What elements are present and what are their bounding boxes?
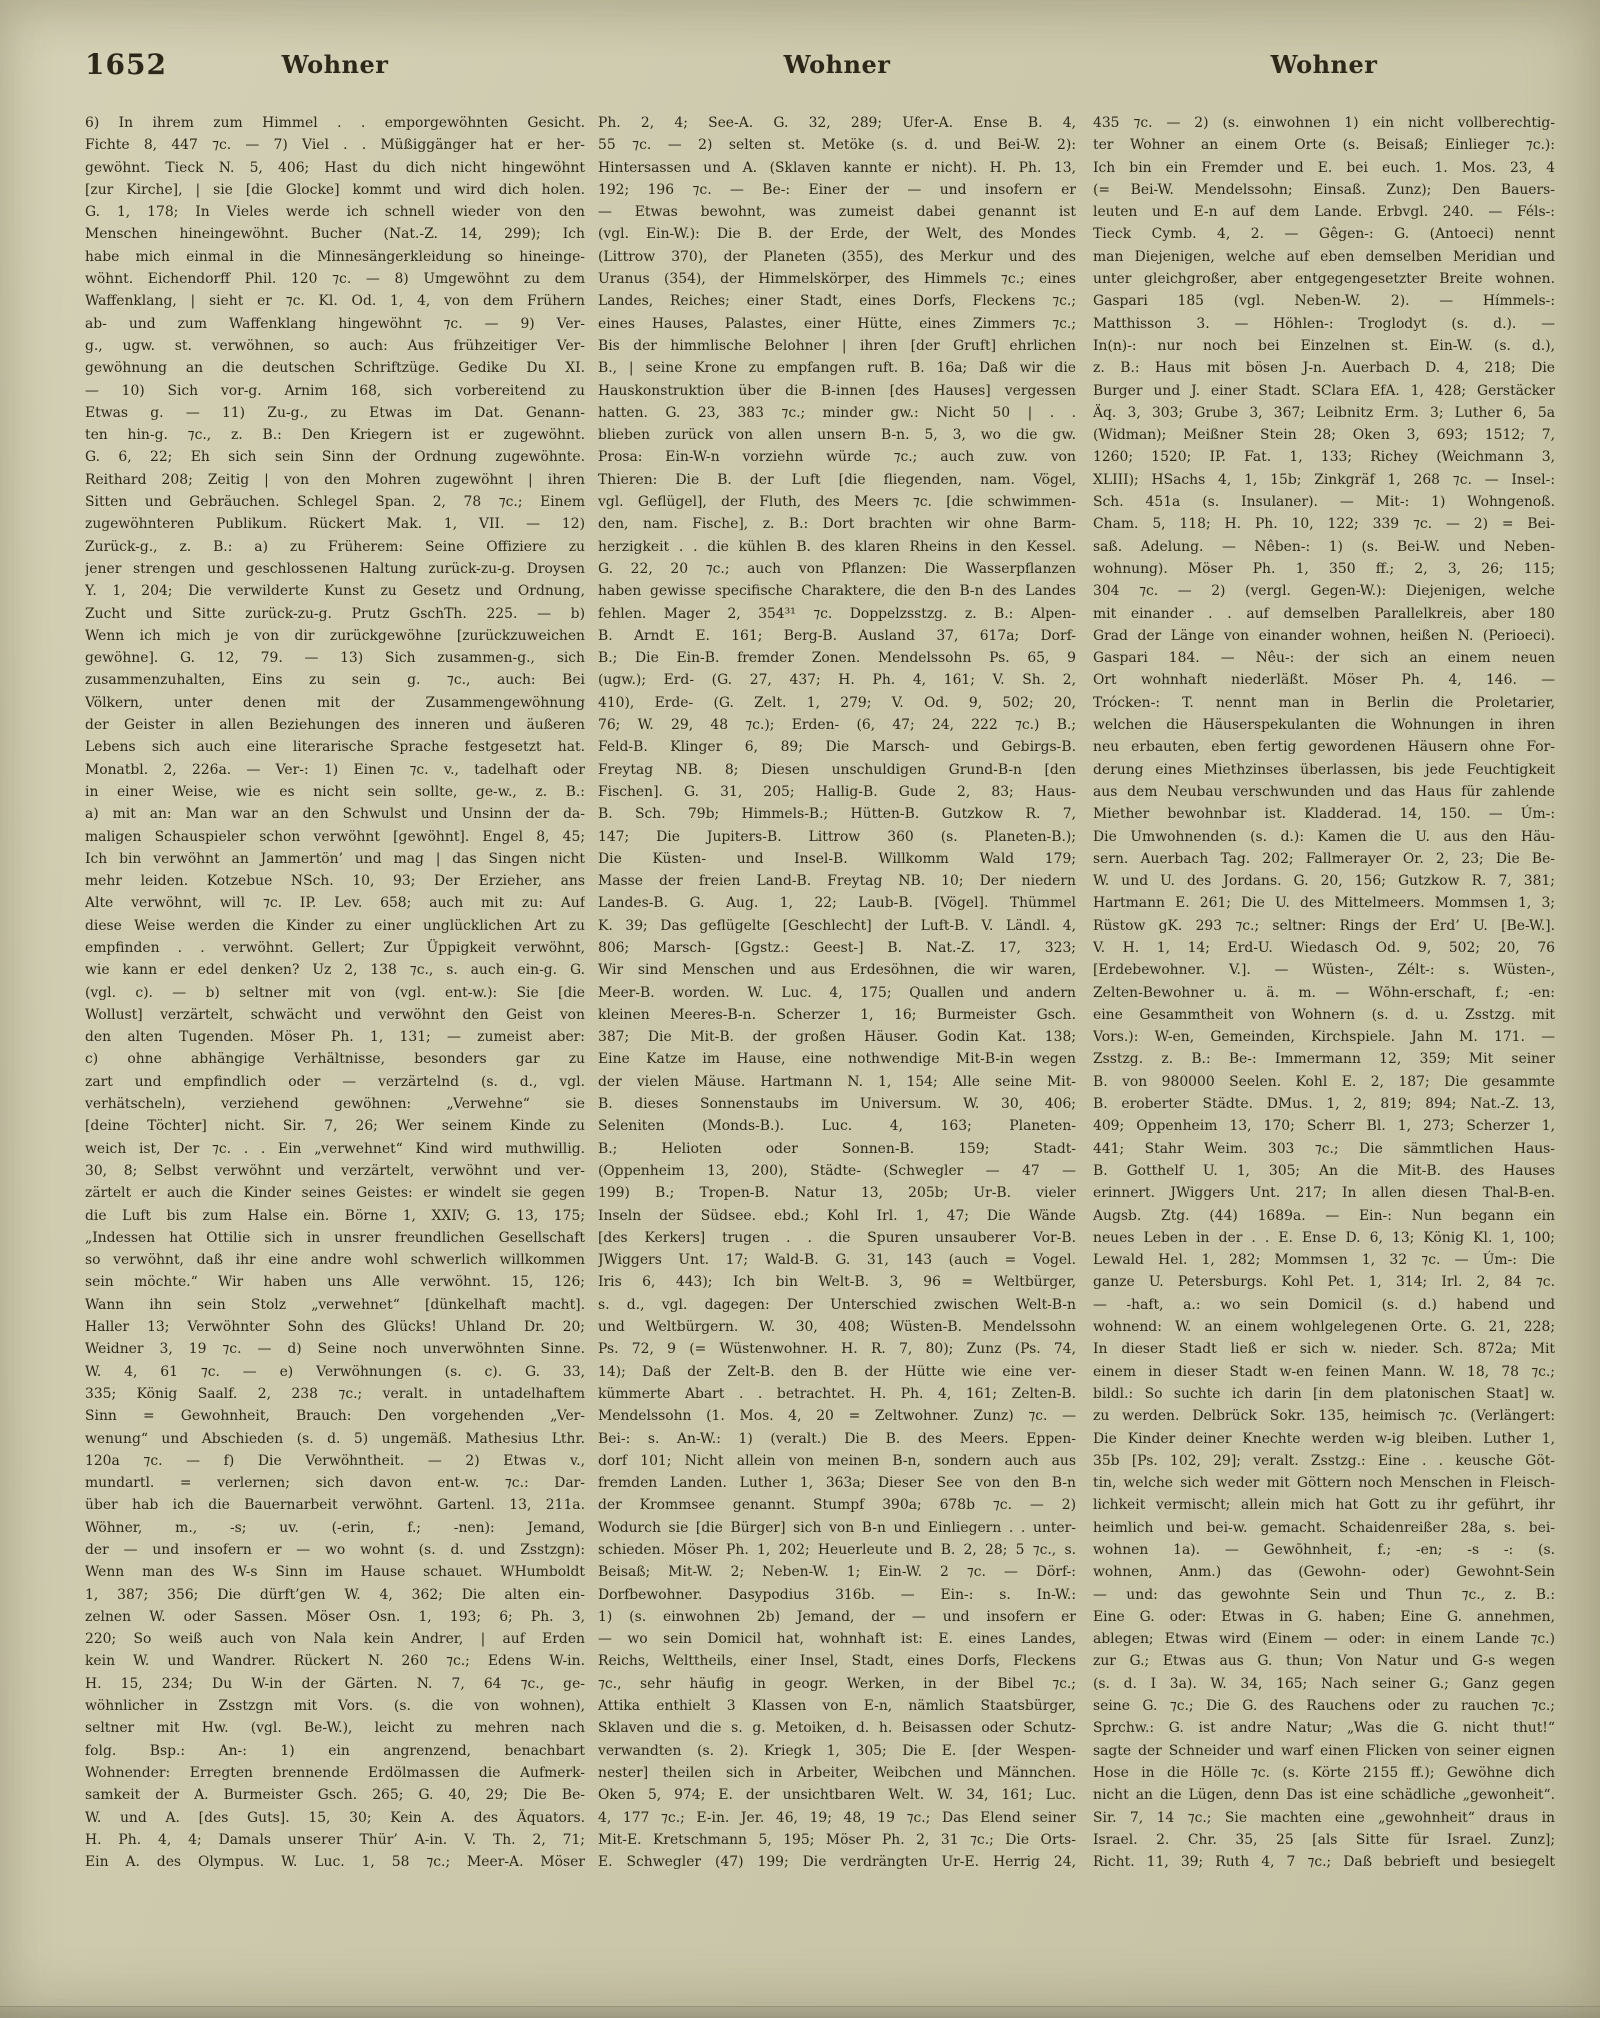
text-line: fehlen. Mager 2, 354³¹ ⁊c. Doppelzsstzg. z. B.: Alpen- (598, 605, 1076, 622)
text-line: zur G.; Etwas aus G. thun; Von Natur und G-s wegen (1093, 1653, 1555, 1670)
text-line: — -haft, a.: wo sein Domicil (s. d.) habend und (1093, 1296, 1555, 1313)
text-line: 35b [Ps. 102, 29]; veralt. Zsstzg.: Eine . . keusche Göt- (1093, 1452, 1555, 1469)
text-line: Die Kinder deiner Knechte werden w-ig bleiben. Luther 1, (1093, 1430, 1555, 1447)
text-line: g., ugw. st. verwöhnen, so auch: Aus frühzeitiger Ver- (85, 337, 585, 354)
page-number: 1652 (85, 48, 167, 81)
text-line: haben gewisse specifische Charaktere, die den B-n des Landes (598, 583, 1076, 600)
text-line: (Oppenheim 13, 200), Städte- (Schwegler — 47 — (598, 1162, 1076, 1179)
text-line: eine Gesammtheit von Wohnern (s. d. u. Zsstzg. mit (1093, 1006, 1555, 1023)
text-line: Zurück-g., z. B.: a) zu Früherem: Seine Offiziere zu (85, 538, 585, 555)
text-line: — 10) Sich vor-g. Arnim 168, sich vorbereitend zu (85, 382, 585, 399)
text-line: Burger und J. einer Stadt. SClara EfA. 1, 428; Gerstäcker (1093, 382, 1555, 399)
text-line: Ph. 2, 4; See-A. G. 32, 289; Ufer-A. Ense B. 4, (598, 115, 1076, 131)
text-line: [deine Töchter] nicht. Sir. 7, 26; Wer seinem Kinde zu (85, 1118, 585, 1135)
text-line: 199) B.; Tropen-B. Natur 13, 205b; Ur-B. vieler (598, 1185, 1076, 1202)
text-line: wöhnlicher in Zsstzgn mit Vors. (s. die von wohnen), (85, 1698, 585, 1715)
text-line: Hose in die Hölle ⁊c. (s. Körte 2155 ff.); Gewöhne dich (1093, 1764, 1555, 1781)
text-line: derung eines Miethzinses überlassen, bis jede Feuchtigkeit (1093, 761, 1555, 778)
text-line: B.; Helioten oder Sonnen-B. 159; Stadt- (598, 1140, 1076, 1157)
text-line: wie kann er edel denken? Uz 2, 138 ⁊c., s. auch ein-g. G. (85, 962, 585, 979)
text-line: lichkeit vermischt; allein mich hat Gott zu ihr geführt, ihr (1093, 1497, 1555, 1514)
text-line: Uranus (354), der Himmelskörper, des Himmels ⁊c.; eines (598, 271, 1076, 288)
text-line: aus dem Neubau verschwunden und das Haus für zahlende (1093, 783, 1555, 800)
text-line: so verwöhnt, daß ihr eine andre wohl schwerlich willkommen (85, 1252, 585, 1269)
text-line: Thieren: Die B. der Luft [die fliegenden, nam. Vögel, (598, 471, 1076, 488)
text-line: Die Küsten- und Insel-B. Willkomm Wald 179; (598, 850, 1076, 867)
text-line: Zsstzg. z. B.: Be-: Immermann 12, 359; Mit seiner (1093, 1051, 1555, 1068)
text-line: 120a ⁊c. — f) Die Verwöhntheit. — 2) Etwas v., (85, 1452, 585, 1469)
text-line: 409; Oppenheim 13, 170; Scherr Bl. 1, 273; Scherzer 1, (1093, 1118, 1555, 1135)
text-line: Menschen hineingewöhnt. Bucher (Nat.-Z. 14, 299); Ich (85, 226, 585, 243)
text-line: Wöhner, m., -s; uv. (-erin, f.; -nen): Jemand, (85, 1519, 585, 1536)
text-line: 30, 8; Selbst verwöhnt und verzärtelt, verwöhnt und ver- (85, 1162, 585, 1179)
text-line: B. von 980000 Seelen. Kohl E. 2, 187; Die gesammte (1093, 1073, 1555, 1090)
text-line: eines Hauses, Palastes, einer Hütte, eines Zimmers ⁊c.; (598, 315, 1076, 332)
text-line: 14); Daß der Zelt-B. den B. der Hütte wie eine ver- (598, 1363, 1076, 1380)
text-line: 192; 196 ⁊c. — Be-: Einer der — und insofern er (598, 181, 1076, 198)
text-line: Hintersassen und A. (Sklaven kannte er nicht). H. Ph. 13, (598, 159, 1076, 176)
text-line: K. 39; Das geflügelte [Geschlecht] der Luft-B. V. Ländl. 4, (598, 917, 1076, 934)
text-line: Augsb. Ztg. (44) 1689a. — Ein-: Nun begann ein (1093, 1207, 1555, 1224)
text-line: Sitten und Gebräuchen. Schlegel Span. 2, 78 ⁊c.; Einem (85, 494, 585, 511)
text-line: herzigkeit . . die kühlen B. des klaren Rheins in den Kessel. (598, 538, 1076, 555)
text-line: erinnert. JWiggers Unt. 217; In allen diesen Thal-B-en. (1093, 1185, 1555, 1202)
text-line: [Erdebewohner. V.]. — Wüsten-, Zélt-: s. Wüsten-, (1093, 962, 1555, 979)
text-line: folg. Bsp.: An-: 1) ein angrenzend, benachbart (85, 1742, 585, 1759)
text-line: Beisaß; Mit-W. 2; Neben-W. 1; Ein-W. 2 ⁊c. — Dörf-: (598, 1564, 1076, 1581)
text-line: zu werden. Delbrück Sokr. 135, heimisch ⁊c. (Verlängert: (1093, 1408, 1555, 1425)
text-line: Mendelssohn (1. Mos. 4, 20 = Zeltwohner. Zunz) ⁊c. — (598, 1408, 1076, 1425)
text-line: 387; Die Mit-B. der großen Häuser. Godin Kat. 138; (598, 1029, 1076, 1046)
text-line: und Weltbürgern. W. 30, 408; Wüsten-B. Mendelssohn (598, 1319, 1076, 1336)
text-line: einem in dieser Stadt w-en feinen Mann. W. 18, 78 ⁊c.; (1093, 1363, 1555, 1380)
text-line: zugewöhnteren Publikum. Rückert Mak. 1, VII. — 12) (85, 516, 585, 533)
text-line: diese Weise werden die Kinder zu einer unglücklichen Art zu (85, 917, 585, 934)
text-line: den alten Tugenden. Möser Ph. 1, 131; — zumeist aber: (85, 1029, 585, 1046)
text-line: (Littrow 370), der Planeten (355), des Merkur und des (598, 248, 1076, 265)
text-line: über hab ich die Bauernarbeit verwöhnt. Gartenl. 13, 211a. (85, 1497, 585, 1514)
text-line: Hauskonstruktion über die B-innen [des Hauses] vergessen (598, 382, 1076, 399)
text-line: in einer Weise, wie es nicht sein sollte, ge-w., z. B.: (85, 783, 585, 800)
text-column-2 (598, 112, 1076, 1873)
text-line: JWiggers Unt. 17; Wald-B. G. 31, 143 (auch = Vogel. (598, 1252, 1076, 1269)
text-line: mundartl. = verlernen; sich davon ent-w. ⁊c.: Dar- (85, 1475, 585, 1492)
text-line: Miether bewohnbar ist. Kladderad. 14, 150. — Úm-: (1093, 806, 1555, 823)
text-line: Reichs, Welttheils, einer Insel, Stadt, eines Dorfs, Fleckens (598, 1653, 1076, 1670)
text-line: bildl.: So suchte ich darin [in dem platonischen Staat] w. (1093, 1385, 1555, 1402)
text-line: Sch. 451a (s. Insulaner). — Mit-: 1) Wohngenoß. (1093, 494, 1555, 511)
text-line: Vors.): W-en, Gemeinden, Kirchspiele. Jahn M. 171. — (1093, 1029, 1555, 1046)
text-line: Ps. 72, 9 (= Wüstenwohner. H. R. 7, 80); Zunz (Ps. 74, (598, 1341, 1076, 1358)
text-line: der Geister in allen Beziehungen des inneren und äußeren (85, 717, 585, 734)
page-bottom-edge (0, 2006, 1600, 2018)
text-line: W. und U. des Jordans. G. 20, 156; Gutzkow R. 7, 381; (1093, 873, 1555, 890)
text-line: Wenn man des W-s Sinn im Hause schauet. WHumboldt (85, 1564, 585, 1581)
text-line: 435 ⁊c. — 2) (s. einwohnen 1) ein nicht vollberechtig- (1093, 115, 1555, 131)
text-line: Cham. 5, 118; H. Ph. 10, 122; 339 ⁊c. — 2) = Bei- (1093, 516, 1555, 533)
text-line: habe mich einmal in die Minnesängerkleidung so hineinge- (85, 248, 585, 265)
text-line: 304 ⁊c. — 2) (vergl. Gegen-W.): Diejenigen, welche (1093, 583, 1555, 600)
text-line: Oken 5, 974; E. der unsichtbaren Welt. W. 34, 161; Luc. (598, 1787, 1076, 1804)
text-line: s. d., vgl. dagegen: Der Unterschied zwischen Welt-B-n (598, 1296, 1076, 1313)
text-line: Waffenklang, | sieht er ⁊c. Kl. Od. 1, 4, von dem Frühern (85, 293, 585, 310)
text-line: heimlich und bei-w. gemacht. Schaidenreißer 28a, s. bei- (1093, 1519, 1555, 1536)
text-line: dorf 101; Nicht allein von meinen B-n, sondern auch aus (598, 1452, 1076, 1469)
text-line: jener strengen und geschlossenen Haltung zurück-zu-g. Droysen (85, 560, 585, 577)
text-line: ⁊c., sehr häufig in geogr. Werken, in der Bibel ⁊c.; (598, 1675, 1076, 1692)
text-line: der vielen Mäuse. Hartmann N. 1, 154; Alle seine Mit- (598, 1073, 1076, 1090)
text-line: B. Sch. 79b; Himmels-B.; Hütten-B. Gutzkow R. 7, (598, 806, 1076, 823)
text-line: Fichte 8, 447 ⁊c. — 7) Viel . . Müßiggänger hat er her- (85, 137, 585, 154)
text-line: Gaspari 184. — Nêu-: der sich an einem neuen (1093, 650, 1555, 667)
text-line: seltner mit Hw. (vgl. Be-W.), leicht zu mehren nach (85, 1720, 585, 1737)
text-line: der Krommsee genannt. Stumpf 390a; 678b ⁊c. — 2) (598, 1497, 1076, 1514)
text-line: kleinen Meeres-B-n. Scherzer 1, 16; Burmeister Gsch. (598, 1006, 1076, 1023)
text-line: Landes-B. G. Aug. 1, 22; Laub-B. [Vögel]. Thümmel (598, 895, 1076, 912)
text-line: saß. Adelung. — Nêben-: 1) (s. Bei-W. und Neben- (1093, 538, 1555, 555)
text-line: 1, 387; 356; Die dürft’gen W. 4, 362; Die alten ein- (85, 1586, 585, 1603)
text-line: Monatbl. 2, 226a. — Ver-: 1) Einen ⁊c. v., tadelhaft oder (85, 761, 585, 778)
text-line: verwandten (s. 2). Kriegk 1, 305; Die E. [der Wespen- (598, 1742, 1076, 1759)
text-line: Haller 13; Verwöhnter Sohn des Glücks! Uhland Dr. 20; (85, 1319, 585, 1336)
text-line: — wo sein Domicil hat, wohnhaft ist: E. eines Landes, (598, 1631, 1076, 1648)
text-line: verhätscheln), verziehend gewöhnen: „Verwehne“ sie (85, 1096, 585, 1113)
text-line: 76; W. 29, 48 ⁊c.); Erden- (6, 47; 24, 222 ⁊c.) B.; (598, 717, 1076, 734)
text-line: sern. Auerbach Tag. 202; Fallmerayer Or. 2, 23; Die Be- (1093, 850, 1555, 867)
text-line: Äq. 3, 303; Grube 3, 367; Leibnitz Erm. 3; Luther 6, 5a (1093, 404, 1555, 421)
text-line: (s. d. I 3a). W. 34, 165; Nach seiner G.; Ganz gegen (1093, 1675, 1555, 1692)
text-line: neues Leben in der . . E. Ense D. 6, 13; König Kl. 1, 100; (1093, 1229, 1555, 1246)
text-line: zelnen W. oder Sassen. Möser Osn. 1, 193; 6; Ph. 3, (85, 1608, 585, 1625)
text-line: die Luft bis zum Halse ein. Börne 1, XXIV; G. 13, 175; (85, 1207, 585, 1224)
text-line: Wann ihn sein Stolz „verwehnet“ [dünkelhaft macht]. (85, 1296, 585, 1313)
text-column-3 (1093, 112, 1555, 1873)
text-line: Zucht und Sitte zurück-zu-g. Prutz GschTh. 225. — b) (85, 605, 585, 622)
text-line: 410), Erde- (G. Zelt. 1, 279; V. Od. 9, 502; 20, (598, 694, 1076, 711)
text-line: wohnen, Anm.) das (Gewohn- oder) Gewohnt-Sein (1093, 1564, 1555, 1581)
text-line: B., | seine Krone zu empfangen ruft. B. 16a; Daß wir die (598, 360, 1076, 377)
text-line: ten hin-g. ⁊c., z. B.: Den Kriegern ist er zugewöhnt. (85, 427, 585, 444)
text-line: 6) In ihrem zum Himmel . . emporgewöhnten Gesicht. (85, 115, 585, 131)
text-line: Matthisson 3. — Höhlen-: Troglodyt (s. d.). — (1093, 315, 1555, 332)
text-line: (vgl. c). — b) seltner mit von (vgl. ent-w.): Sie [die (85, 984, 585, 1001)
text-line: gewöhne]. G. 12, 79. — 13) Sich zusammen-g., sich (85, 650, 585, 667)
text-line: G. 22, 20 ⁊c.; auch von Pflanzen: Die Wasserpflanzen (598, 560, 1076, 577)
text-line: 1) (s. einwohnen 2b) Jemand, der — und insofern er (598, 1608, 1076, 1625)
text-line: wenung“ und Abschieden (s. d. 5) ungemäß. Mathesius Lthr. (85, 1430, 585, 1447)
text-line: Sprchw.: G. ist andre Natur; „Was die G. nicht thut!“ (1093, 1720, 1555, 1737)
text-line: 441; Stahr Weim. 303 ⁊c.; Die sämmtlichen Haus- (1093, 1140, 1555, 1157)
text-line: nester] theilen sich in Arbeiter, Weibchen und Männchen. (598, 1764, 1076, 1781)
text-line: Zelten-Bewohner u. ä. m. — Wōhn-erschaft, f.; -en: (1093, 984, 1555, 1001)
text-line: Reithard 208; Zeitig | von den Mohren zugewöhnt | ihren (85, 471, 585, 488)
text-line: (= Bei-W. Mendelssohn; Einsaß. Zunz); Den Bauers- (1093, 181, 1555, 198)
text-line: tin, welche sich weder mit Göttern noch Menschen in Fleisch- (1093, 1475, 1555, 1492)
running-head-column-3: Wohner (1270, 50, 1378, 79)
text-line: B. dieses Sonnenstaubs im Universum. W. 30, 406; (598, 1096, 1076, 1113)
text-line: Sir. 7, 14 ⁊c.; Sie machten eine „gewohnheit“ draus in (1093, 1809, 1555, 1826)
text-line: Ein A. des Olympus. W. Luc. 1, 58 ⁊c.; Meer-A. Möser (85, 1854, 585, 1871)
text-line: Bis der himmlische Belohner | ihren [der Gruft] ehrlichen (598, 337, 1076, 354)
text-line: wöhnt. Eichendorff Phil. 120 ⁊c. — 8) Umgewöhnt zu dem (85, 271, 585, 288)
text-line: kein W. und Wandrer. Rückert N. 260 ⁊c.; Edens W-in. (85, 1653, 585, 1670)
text-line: Inseln der Südsee. ebd.; Kohl Irl. 1, 47; Die Wände (598, 1207, 1076, 1224)
text-line: c) ohne abhängige Verhältnisse, besonders gar zu (85, 1051, 585, 1068)
text-line: fremden Landen. Luther 1, 363a; Dieser See von den B-n (598, 1475, 1076, 1492)
text-line: Prosa: Ein-W-n vorziehn würde ⁊c.; auch zuw. von (598, 449, 1076, 466)
text-line: Alte verwöhnt, will ⁊c. IP. Lev. 658; auch mit zu: Auf (85, 895, 585, 912)
text-line: Völkern, unter denen mit der Zusammengewöhnung (85, 694, 585, 711)
text-line: (Widman); Meißner Stein 28; Oken 3, 693; 1512; 7, (1093, 427, 1555, 444)
text-line: ablegen; Etwas wird (Einem — oder: in einem Lande ⁊c.) (1093, 1631, 1555, 1648)
text-line: Bei-: s. An-W.: 1) (veralt.) Die B. des Meers. Eppen- (598, 1430, 1076, 1447)
text-line: weich ist, Der ⁊c. . . Ein „verwehnet“ Kind wird muthwillig. (85, 1140, 585, 1157)
text-line: 147; Die Jupiters-B. Littrow 360 (s. Planeten-B.); (598, 828, 1076, 845)
text-line: mehr leiden. Kotzebue NSch. 10, 93; Der Erzieher, ans (85, 873, 585, 890)
text-line: — Etwas bewohnt, was zumeist dabei genannt ist (598, 204, 1076, 221)
text-line: Eine Katze im Hause, eine nothwendige Mit-B-in wegen (598, 1051, 1076, 1068)
text-line: Die Umwohnenden (s. d.): Kamen die U. aus den Häu- (1093, 828, 1555, 845)
text-line: Mit-E. Kretschmann 5, 195; Möser Ph. 2, 31 ⁊c.; Die Orts- (598, 1831, 1076, 1848)
text-column-1 (85, 112, 585, 1873)
text-line: Lewald Hel. 1, 282; Mommsen 1, 32 ⁊c. — Úm-: Die (1093, 1252, 1555, 1269)
text-line: Weidner 3, 19 ⁊c. — d) Seine noch unverwöhnten Sinne. (85, 1341, 585, 1358)
text-line: wohnen 1a). — Gewōhnheit, f.; -en; -s -: (s. (1093, 1542, 1555, 1558)
text-line: (vgl. Ein-W.): Die B. der Erde, der Welt, des Mondes (598, 226, 1076, 243)
text-line: Fischen]. G. 31, 205; Hallig-B. Gude 2, 83; Haus- (598, 783, 1076, 800)
text-line: „Indessen hat Ottilie sich in unsrer freundlichen Gesellschaft (85, 1229, 585, 1246)
text-line: a) mit an: Man war an den Schwulst und Unsinn der da- (85, 806, 585, 823)
text-line: In(n)-: nur noch bei Einzelnen st. Ein-W. (s. d.), (1093, 337, 1555, 354)
text-line: Freytag NB. 8; Diesen unschuldigen Grund-B-n [den (598, 761, 1076, 778)
text-line: Attika enthielt 3 Klassen von E-n, nämlich Staatsbürger, (598, 1698, 1076, 1715)
running-head-column-2: Wohner (783, 50, 891, 79)
text-line: blieben zurück von allen unsern B-n. 5, 3, wo die gw. (598, 427, 1076, 444)
text-line: Hartmann E. 261; Die U. des Mittelmeers. Mommsen 1, 3; (1093, 895, 1555, 912)
text-line: 335; König Saalf. 2, 238 ⁊c.; veralt. in untadelhaftem (85, 1385, 585, 1402)
text-line: Gaspari 185 (vgl. Neben-W. 2). — Hímmels-: (1093, 293, 1555, 310)
text-line: H. Ph. 4, 4; Damals unserer Thür’ A-in. V. Th. 2, 71; (85, 1831, 585, 1848)
text-line: ter Wohner an einem Orte (s. Beisaß; Einlieger ⁊c.): (1093, 137, 1555, 154)
text-line: Israel. 2. Chr. 35, 25 [als Sitte für Israel. Zunz]; (1093, 1831, 1555, 1848)
text-line: G. 1, 178; In Vieles werde ich schnell wieder von den (85, 204, 585, 221)
text-line: B. Arndt E. 161; Berg-B. Ausland 37, 617a; Dorf- (598, 627, 1076, 644)
text-line: ab- und zum Waffenklang hingewöhnt ⁊c. — 9) Ver- (85, 315, 585, 332)
text-line: neu erbauten, eben fertig gewordenen Häusern ohne For- (1093, 739, 1555, 756)
text-line: der — und insofern er — wo wohnt (s. d. und Zsstzgn): (85, 1542, 585, 1558)
text-line: kümmerte Abart . . betrachtet. H. Ph. 4, 161; Zelten-B. (598, 1385, 1076, 1402)
text-line: 220; So weiß auch von Nala kein Andrer, | auf Erden (85, 1631, 585, 1648)
text-line: Ich bin verwöhnt an Jammertön’ und mag | das Singen nicht (85, 850, 585, 867)
text-line: 4, 177 ⁊c.; E-in. Jer. 46, 19; 48, 19 ⁊c.; Das Elend seiner (598, 1809, 1076, 1826)
text-line: welchen die Häuserspekulanten die Wohnungen in ihren (1093, 717, 1555, 734)
text-line: den, nam. Fische], z. B.: Dort brachten wir ohne Barm- (598, 516, 1076, 533)
text-line: man Diejenigen, welche auf eben demselben Meridian und (1093, 248, 1555, 265)
text-line: Rüstow gK. 293 ⁊c.; seltner: Rings der Erd’ U. [Be-W.]. (1093, 917, 1555, 934)
text-line: zart und empfindlich oder — verzärtelnd (s. d., vgl. (85, 1073, 585, 1090)
text-line: 1260; 1520; IP. Fat. 1, 133; Richey (Weichmann 3, (1093, 449, 1555, 466)
text-line: hatten. G. 23, 383 ⁊c.; minder gw.: Nicht 50 | . . (598, 404, 1076, 421)
text-line: W. 4, 61 ⁊c. — e) Verwöhnungen (s. c). G. 33, (85, 1363, 585, 1380)
text-line: — und: das gewohnte Sein und Thun ⁊c., z. B.: (1093, 1586, 1555, 1603)
text-line: nicht an die Lügen, denn Das ist eine schädliche „gewonheit“. (1093, 1787, 1555, 1804)
text-line: Dorfbewohner. Dasypodius 316b. — Ein-: s. In-W.: (598, 1586, 1076, 1603)
text-line: W. und A. [des Guts]. 15, 30; Kein A. des Äquators. (85, 1809, 585, 1826)
text-line: Ort wohnhaft niederläßt. Möser Ph. 4, 146. — (1093, 672, 1555, 689)
text-line: Lebens sich auch eine literarische Sprache festgesetzt hat. (85, 739, 585, 756)
text-line: sein möchte.“ Wir haben uns Alle verwöhnt. 15, 126; (85, 1274, 585, 1291)
text-line: Wenn ich mich je von dir zurückgewöhne [zurückzuweichen (85, 627, 585, 644)
text-line: XLIII); HSachs 4, 1, 15b; Zinkgräf 1, 268 ⁊c. — Insel-: (1093, 471, 1555, 488)
text-line: samkeit der A. Burmeister Gsch. 265; G. 40, 29; Die Be- (85, 1787, 585, 1804)
text-line: Landes, Reiches; einer Stadt, eines Dorfs, Fleckens ⁊c.; (598, 293, 1076, 310)
text-line: Y. 1, 204; Die verwilderte Kunst zu Gesetz und Ordnung, (85, 583, 585, 600)
text-line: In dieser Stadt ließ er sich w. nieder. Sch. 872a; Mit (1093, 1341, 1555, 1358)
text-line: Etwas g. — 11) Zu-g., zu Etwas im Dat. Genann- (85, 404, 585, 421)
text-line: Masse der freien Land-B. Freytag NB. 10; Der niedern (598, 873, 1076, 890)
text-line: V. H. 1, 14; Erd-U. Wiedasch Od. 9, 502; 20, 76 (1093, 939, 1555, 956)
text-line: z. B.: Haus mit bösen J-n. Auerbach D. 4, 218; Die (1093, 360, 1555, 377)
text-line: Sklaven und die s. g. Metoiken, d. h. Beisassen oder Schutz- (598, 1720, 1076, 1737)
text-line: gewöhnt. Tieck N. 5, 406; Hast du dich nicht hingewöhnt (85, 159, 585, 176)
text-line: Ich bin ein Fremder und E. bei euch. 1. Mos. 23, 4 (1093, 159, 1555, 176)
text-line: Iris 6, 443); Ich bin Welt-B. 3, 96 = Weltbürger, (598, 1274, 1076, 1291)
text-line: sagte der Schneider und warf einen Flicken von seiner eignen (1093, 1742, 1555, 1759)
text-line: Grad der Länge von einander wohnen, heißen N. (Perioeci). (1093, 627, 1555, 644)
text-line: zusammenzuhalten, Eins zu sein g. ⁊c., auch: Bei (85, 672, 585, 689)
text-line: Feld-B. Klinger 6, 89; Die Marsch- und Gebirgs-B. (598, 739, 1076, 756)
text-line: H. 15, 234; Du W-in der Gärten. N. 7, 64 ⁊c., ge- (85, 1675, 585, 1692)
text-line: Wir sind Menschen und aus Erdesöhnen, die wir waren, (598, 962, 1076, 979)
text-line: wohnung). Möser Ph. 1, 350 ff.; 2, 3, 26; 115; (1093, 560, 1555, 577)
text-line: G. 6, 22; Eh sich sein Sinn der Ordnung zugewöhnte. (85, 449, 585, 466)
text-line: Eine G. oder: Etwas in G. haben; Eine G. annehmen, (1093, 1608, 1555, 1625)
text-line: (ugw.); Erd- (G. 27, 437; H. Ph. 4, 161; V. Sh. 2, (598, 672, 1076, 689)
text-line: 806; Marsch- [Ggstz.: Geest-] B. Nat.-Z. 17, 323; (598, 939, 1076, 956)
text-line: B. eroberter Städte. DMus. 1, 2, 819; 894; Nat.-Z. 13, (1093, 1096, 1555, 1113)
text-line: ganze U. Petersburgs. Kohl Pet. 1, 314; Irl. 2, 84 ⁊c. (1093, 1274, 1555, 1291)
text-line: leuten und E-n auf dem Lande. Erbvgl. 240. — Féls-: (1093, 204, 1555, 221)
text-line: B.; Die Ein-B. fremder Zonen. Mendelssohn Ps. 65, 9 (598, 650, 1076, 667)
text-line: Seleniten (Monds-B.). Luc. 4, 163; Planeten- (598, 1118, 1076, 1135)
text-line: Meer-B. worden. W. Luc. 4, 175; Quallen und andern (598, 984, 1076, 1001)
text-line: seine G. ⁊c.; Die G. des Rauchens oder zu rauchen ⁊c.; (1093, 1698, 1555, 1715)
text-line: Wodurch sie [die Bürger] sich von B-n und Einliegern . . unter- (598, 1519, 1076, 1536)
text-line: Sinn = Gewohnheit, Brauch: Den vorgehenden „Ver- (85, 1408, 585, 1425)
text-line: unter gleichgroßer, aber entgegengesetzter Breite wohnen. (1093, 271, 1555, 288)
text-line: Tieck Cymb. 4, 2. — Gêgen-: G. (Antoeci) nennt (1093, 226, 1555, 243)
text-line: maligen Schauspieler schon verwöhnt [gewöhnt]. Engel 8, 45; (85, 828, 585, 845)
text-line: Richt. 11, 39; Ruth 4, 7 ⁊c.; Daß bebrieft und besiegelt (1093, 1854, 1555, 1871)
text-line: mit einander . . auf demselben Parallelkreis, aber 180 (1093, 605, 1555, 622)
text-line: wohnend: W. an einem wohlgelegenen Orte. G. 21, 228; (1093, 1319, 1555, 1336)
text-line: empfinden . . verwöhnt. Gellert; Zur Üppigkeit verwöhnt, (85, 939, 585, 956)
text-line: zärtelt er auch die Kinder seines Geistes: er windelt sie gegen (85, 1185, 585, 1202)
text-line: Trócken-: T. nennt man in Berlin die Proletarier, (1093, 694, 1555, 711)
text-line: Wohnender: Erregten brennende Erdölmassen die Aufmerk- (85, 1764, 585, 1781)
text-line: 55 ⁊c. — 2) selten st. Metöke (s. d. und Bei-W. 2): (598, 137, 1076, 154)
text-line: [zur Kirche], | sie [die Glocke] kommt und wird dich holen. (85, 181, 585, 198)
running-head-column-1: Wohner (281, 50, 389, 79)
text-line: Wollust] verzärtelt, schwächt und verwöhnt den Geist von (85, 1006, 585, 1023)
text-line: schieden. Möser Ph. 1, 202; Heuerleute und B. 2, 28; 5 ⁊c., s. (598, 1542, 1076, 1558)
text-line: B. Gotthelf U. 1, 305; An die Mit-B. des Hauses (1093, 1162, 1555, 1179)
text-line: [des Kerkers] trugen . . die Spuren unsauberer Vor-B. (598, 1229, 1076, 1246)
text-line: E. Schwegler (47) 199; Die verdrängten Ur-E. Herrig 24, (598, 1854, 1076, 1871)
text-line: vgl. Geflügel], der Fluth, des Meers ⁊c. [die schwimmen- (598, 494, 1076, 511)
text-line: gewöhnung an die deutschen Schriftzüge. Gedike Du XI. (85, 360, 585, 377)
